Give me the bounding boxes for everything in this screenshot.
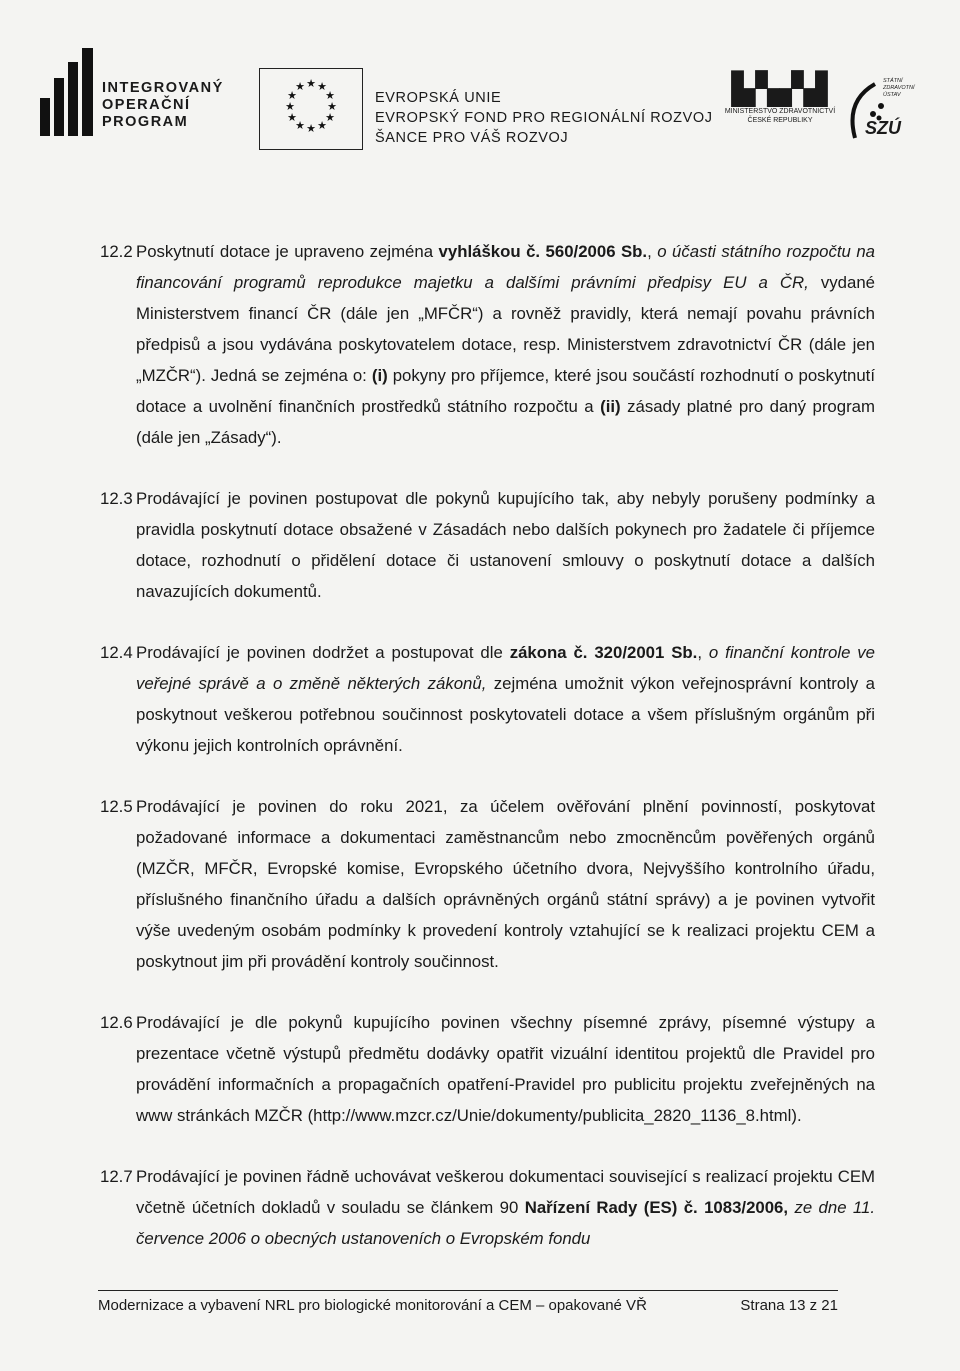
svg-text:★: ★ bbox=[317, 80, 327, 93]
clause-number: 12.6 bbox=[100, 1013, 133, 1032]
page-number: Strana 13 z 21 bbox=[740, 1297, 838, 1314]
clause-text bbox=[136, 1161, 875, 1254]
text-run: Prodávající je povinen dodržet a postupovat dle bbox=[136, 643, 510, 662]
text-run: , bbox=[697, 643, 709, 662]
iop-logo-text bbox=[102, 80, 224, 131]
text-run: ze dne 11. července 2006 o obecných ustanoveních o Evropském fondu bbox=[136, 1198, 875, 1248]
clause-paragraph bbox=[100, 236, 875, 453]
text-run: Poskytnutí dotace je upraveno zejména bbox=[136, 242, 439, 261]
clause-text bbox=[136, 1007, 875, 1131]
svg-text:★: ★ bbox=[295, 80, 305, 93]
text-run: o finanční kontrole ve veřejné správě a o změně některých zákonů, bbox=[136, 643, 876, 693]
text-run: Prodávající je povinen do roku 2021, za účelem ověřování plnění povinností, poskytovat požadované informace a dokumentaci zaměstnancům nebo zmocněncům pověřených orgánů (MZČR, MFČR, Evropské komise, Evropského účetního dvora, Nejvyššího kontrolního úřadu, příslušného finančního úřadu a dalších oprávněných orgánů státní správy) a je povinen vytvořit výše uvedeným osobám podmínky k provedení kontroly vztahující se k realizaci projektu CEM a poskytnout jim při provádění kontroly součinnost. bbox=[136, 797, 875, 971]
szu-logo bbox=[835, 76, 915, 146]
text-run: , bbox=[647, 242, 658, 261]
text-run: o účasti státního rozpočtu na financování programů reprodukce majetku a dalšími právními předpisy EU a ČR, bbox=[136, 242, 876, 292]
clause-text bbox=[136, 236, 875, 453]
text-run: (ii) bbox=[600, 397, 621, 416]
text-run: Prodávající je povinen řádně uchovávat veškerou dokumentaci související s realizací projektu CEM včetně účetních dokladů v souladu se článkem 90 bbox=[136, 1167, 875, 1217]
eu-stars-icon bbox=[260, 69, 362, 149]
clause-paragraph bbox=[100, 791, 875, 977]
ministry-logo bbox=[705, 72, 855, 125]
text-run: Nařízení Rady (ES) č. 1083/2006, bbox=[524, 1198, 789, 1217]
clause-paragraph bbox=[100, 1007, 875, 1131]
text-run: vyhláškou č. 560/2006 Sb. bbox=[438, 242, 648, 261]
svg-text:★: ★ bbox=[325, 89, 335, 102]
clause-number: 12.2 bbox=[100, 242, 133, 261]
text-run: zákona č. 320/2001 Sb. bbox=[509, 643, 698, 662]
szu-mark: SZÚ bbox=[865, 118, 901, 138]
svg-text:★: ★ bbox=[306, 122, 316, 135]
svg-text:★: ★ bbox=[285, 100, 295, 113]
eu-line: EVROPSKÝ FOND PRO REGIONÁLNÍ ROZVOJ bbox=[375, 110, 713, 126]
text-run: zejména umožnit výkon veřejnosprávní kontroly a poskytnout veškerou potřebnou součinnost poskytovateli dotace a všem příslušným orgánům při výkonu jejich kontrolních oprávnění. bbox=[136, 674, 875, 755]
clause-text bbox=[136, 791, 875, 977]
clause-paragraph bbox=[100, 1161, 875, 1254]
page-header bbox=[40, 58, 930, 158]
szu-line: STÁTNÍ bbox=[883, 78, 903, 84]
document-body bbox=[100, 236, 875, 1284]
eu-line: ŠANCE PRO VÁŠ ROZVOJ bbox=[375, 130, 569, 146]
iop-line: INTEGROVANÝ bbox=[102, 80, 224, 96]
text-run: vydané Ministerstvem financí ČR (dále jen „MFČR“) a rovněž pravidly, která nemají povahu právních předpisů a jsou vydávána poskytovatelem dotace, resp. Ministerstvem zdravotnictví ČR (dále jen „MZČR“). Jedná se zejména o: bbox=[136, 273, 875, 385]
eu-flag-logo bbox=[259, 68, 363, 150]
ministry-line: MINISTERSTVO ZDRAVOTNICTVÍ bbox=[724, 108, 836, 115]
clause-number: 12.4 bbox=[100, 643, 133, 662]
text-run: (i) bbox=[371, 366, 388, 385]
clause-paragraph bbox=[100, 483, 875, 607]
svg-text:★: ★ bbox=[287, 111, 297, 124]
text-run: pokyny pro příjemce, které jsou součástí rozhodnutí o poskytnutí dotace a uvolnění finančních prostředků státního rozpočtu a bbox=[136, 366, 876, 416]
svg-text:★: ★ bbox=[295, 119, 305, 132]
page-footer bbox=[98, 1290, 838, 1314]
text-run: zásady platné pro daný program (dále jen „Zásady“). bbox=[136, 397, 875, 447]
clause-paragraph bbox=[100, 637, 875, 761]
iop-line: OPERAČNÍ bbox=[102, 97, 191, 113]
clause-number: 12.3 bbox=[100, 489, 133, 508]
eu-line: EVROPSKÁ UNIE bbox=[375, 90, 502, 106]
clause-number: 12.7 bbox=[100, 1167, 133, 1186]
svg-text:★: ★ bbox=[287, 89, 297, 102]
text-run: Prodávající je povinen postupovat dle pokynů kupujícího tak, aby nebyly porušeny podmínky a pravidla poskytnutí dotace obsažené v Zásadách nebo dalších pokynech pro žadatele či příjemce dotace, rozhodnutí o přidělení dotace či ustanovení smlouvy o poskytnutí dotace a dalších navazujících dokumentů. bbox=[136, 489, 875, 601]
svg-text:★: ★ bbox=[306, 77, 316, 90]
svg-text:★: ★ bbox=[317, 119, 327, 132]
clause-text bbox=[136, 483, 875, 607]
svg-text:★: ★ bbox=[325, 111, 335, 124]
eu-program-text bbox=[375, 88, 713, 148]
clause-number: 12.5 bbox=[100, 797, 133, 816]
iop-line: PROGRAM bbox=[102, 114, 189, 130]
szu-line: ZDRAVOTNÍ bbox=[883, 85, 915, 91]
szu-small-text bbox=[883, 78, 914, 99]
text-run: Prodávající je dle pokynů kupujícího povinen všechny písemné zprávy, písemné výstupy a prezentace včetně výstupů předmětu dodávky opatřit vizuální identitou projektů dle Pravidel pro provádění informačních a propagačních opatření-Pravidel pro publicitu projektu zveřejněných na www stránkách MZČR (http://www.mzcr.cz/Unie/dokumenty/publicita_2820_1136_8.html). bbox=[136, 1013, 875, 1125]
svg-text:★: ★ bbox=[327, 100, 337, 113]
footer-title: Modernizace a vybavení NRL pro biologické monitorování a CEM – opakované VŘ bbox=[98, 1297, 647, 1314]
ministry-emblem-icon: ▙▚▞▟ bbox=[731, 73, 829, 106]
szu-line: ÚSTAV bbox=[883, 92, 901, 98]
clause-text bbox=[136, 637, 875, 761]
ministry-line: ČESKÉ REPUBLIKY bbox=[747, 117, 813, 124]
